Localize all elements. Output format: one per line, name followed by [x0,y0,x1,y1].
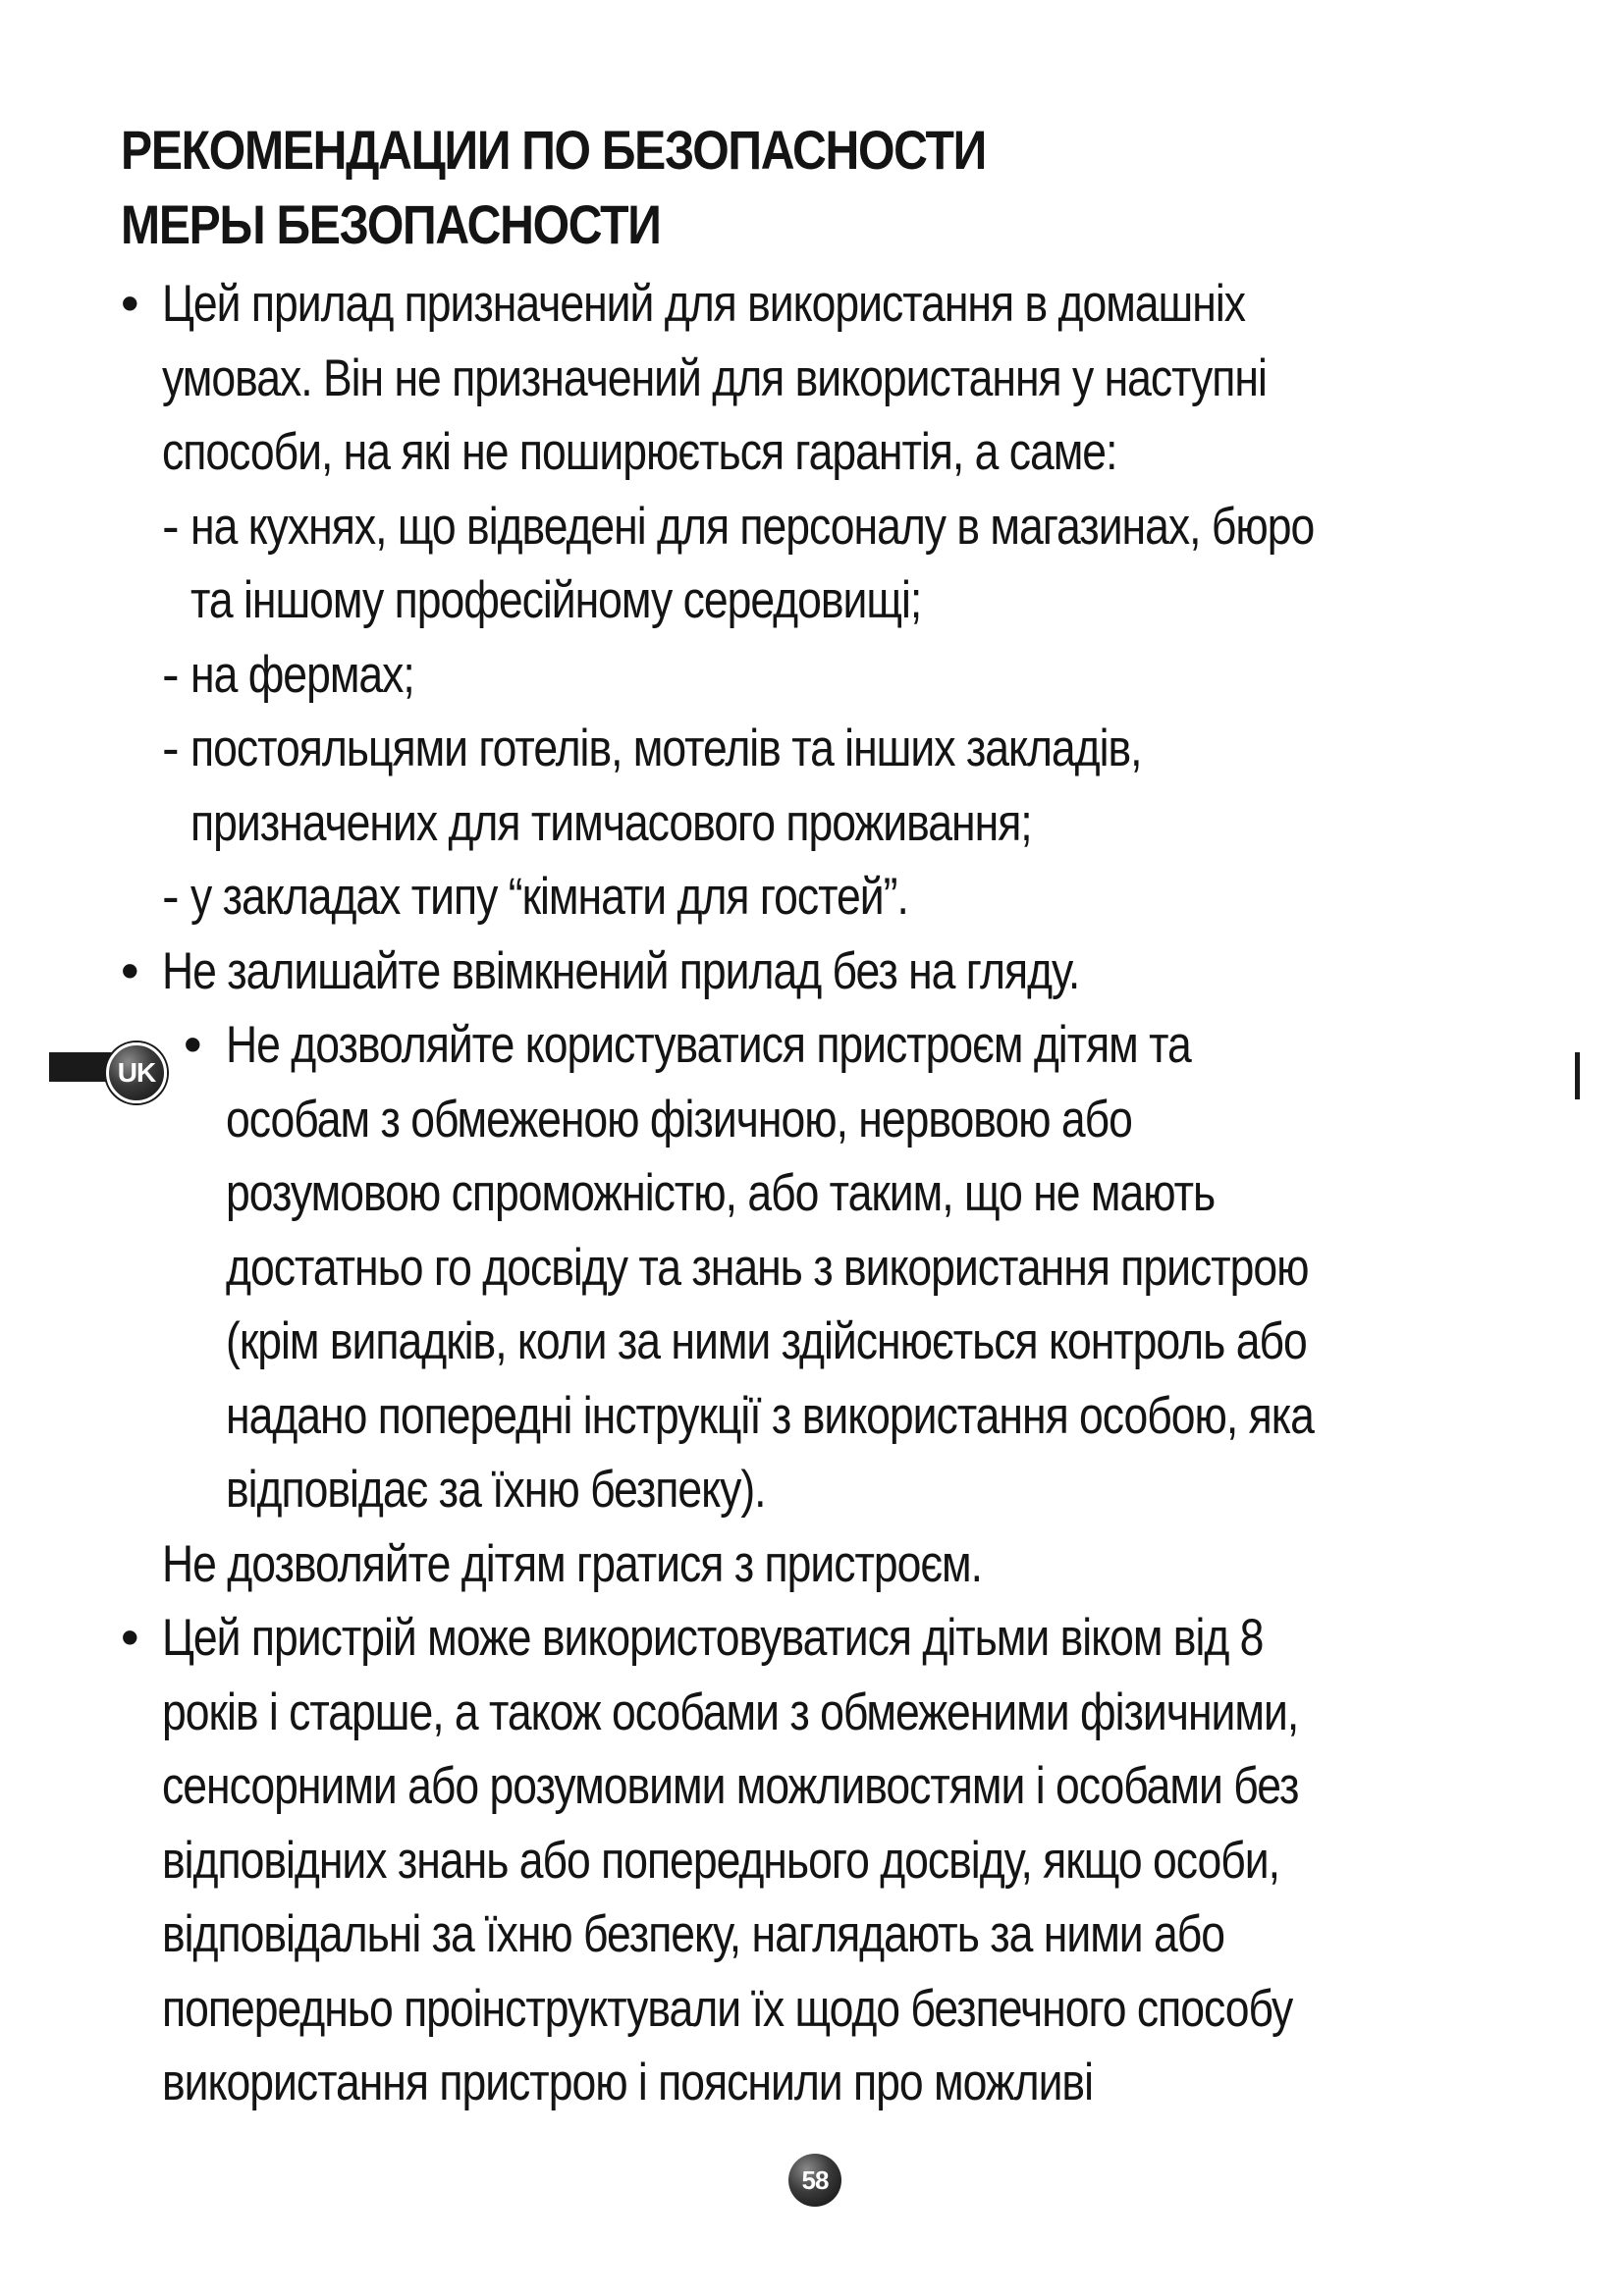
subsection-heading: МЕРЫ БЕЗОПАСНОСТИ [121,193,661,255]
text-line [0,1601,1624,1676]
line-text: відповідальні за їхню безпеку, наглядають за ними або [162,1905,1225,1963]
line-text: відповідних знань або попереднього досвіду, якщо особи, [162,1831,1279,1890]
line-text: та іншому професійному середовищі; [190,571,922,629]
text-line [0,934,1624,1009]
section-heading: РЕКОМЕНДАЦИИ ПО БЕЗОПАСНОСТИ [121,119,986,181]
text-line [0,2046,1624,2120]
dash-marker: - [162,497,179,556]
line-text: надано попередні інструкції з використання особою, яка [226,1386,1314,1445]
line-text: Не дозволяйте дітям гратися з пристроєм. [162,1534,983,1593]
text-line [0,1676,1624,1750]
text-line [0,712,1624,786]
text-line [0,1231,1624,1306]
text-line [0,415,1624,490]
dash-marker: - [162,868,179,926]
text-line [0,638,1624,713]
line-text: використання пристрою і пояснили про можливі [162,2054,1093,2111]
bullet-marker: • [121,1609,138,1667]
page-number-badge: 58 [788,2154,841,2207]
line-text: Цей прилад призначений для використання в домашніх [162,275,1245,333]
line-text: попередньо проінструктували їх щодо безпечного способу [162,1979,1293,2038]
text-line [0,490,1624,564]
line-text: призначених для тимчасового проживання; [190,793,1032,852]
dash-marker: - [162,645,179,704]
line-text: особам з обмеженою фізичною, нервовою або [226,1090,1132,1148]
line-text: постояльцями готелів, мотелів та інших закладів, [190,720,1142,777]
line-text: достатньо го досвіду та знань з використання пристрою [226,1238,1309,1297]
text-line [0,1156,1624,1231]
text-line [0,1083,1624,1157]
text-line [0,342,1624,416]
line-text: на фермах; [190,645,414,704]
line-text: сенсорними або розумовими можливостями і особами без [162,1757,1299,1815]
bullet-marker: • [121,275,138,333]
dash-marker: - [162,720,179,777]
line-text: на кухнях, що відведені для персоналу в магазинах, бюро [190,497,1315,556]
text-line [0,1379,1624,1454]
language-tab [49,1041,169,1099]
line-text: Не залишайте ввімкнений прилад без на гляду. [162,941,1080,1000]
text-line [0,267,1624,342]
line-text: Цей пристрій може використовуватися дітьми віком від 8 [162,1609,1264,1667]
text-line [0,860,1624,934]
line-text: умовах. Він не призначений для використання у наступні [162,348,1267,407]
language-badge: UK [106,1042,167,1103]
bullet-marker: • [184,1016,201,1074]
text-line [0,786,1624,861]
line-text: (крім випадків, коли за ними здійснюється контроль або [226,1312,1307,1370]
line-text: розумовою спроможністю, або таким, що не мають [226,1164,1216,1222]
line-text: у закладах типу “кімнати для гостей”. [190,868,908,926]
text-line [0,1008,1624,1083]
text-line [0,1453,1624,1527]
text-line [0,1897,1624,1972]
text-line [0,1527,1624,1602]
line-text: відповідає за їхню безпеку). [226,1461,766,1519]
line-text: способи, на які не поширюється гарантія, а саме: [162,423,1117,481]
bullet-marker: • [121,941,138,1000]
line-text: років і старше, а також особами з обмеженими фізичними, [162,1682,1299,1741]
text-line [0,1824,1624,1898]
text-line [0,1972,1624,2047]
text-line [0,1305,1624,1379]
text-line [0,563,1624,638]
text-line [0,1749,1624,1824]
line-text: Не дозволяйте користуватися пристроєм дітям та [226,1016,1191,1074]
page-edge-mark [1575,1052,1580,1099]
